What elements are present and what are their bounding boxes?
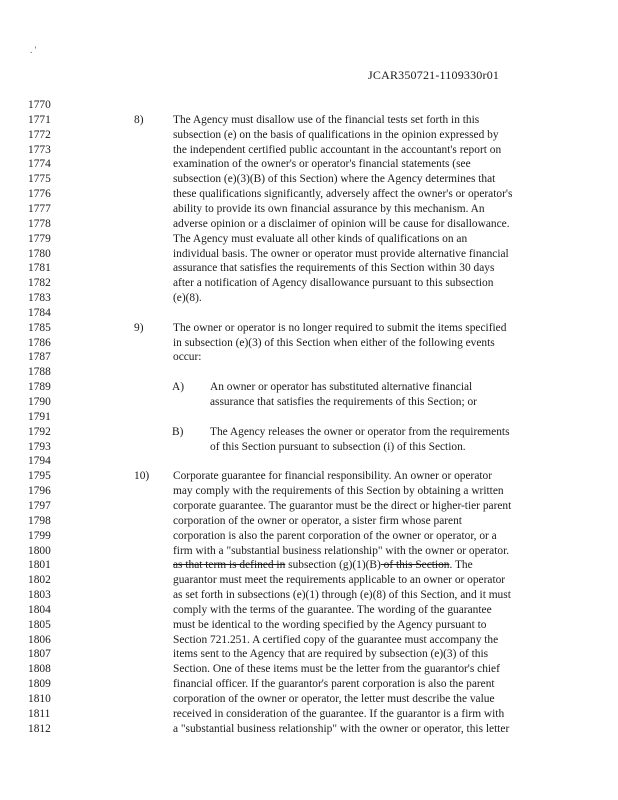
line-text: guarantor must meet the requirements applicable to an owner or operator [173, 574, 506, 587]
line-text: examination of the owner's or operator's financial statements (see [173, 158, 471, 171]
line-1779 [0, 232, 618, 246]
line-1804 [0, 603, 618, 617]
line-number: 1809 [28, 678, 51, 691]
line-text: The owner or operator is no longer required to submit the items specified [173, 321, 507, 334]
line-1809 [0, 677, 618, 691]
line-number: 1774 [28, 158, 51, 171]
line-1773 [0, 143, 618, 157]
inserted-text: subsection (g)(1)(B) [285, 559, 381, 572]
line-1806 [0, 633, 618, 647]
line-number: 1778 [28, 217, 51, 230]
line-text: a "substantial business relationship" with the owner or operator, this letter [173, 722, 510, 735]
struck-text: of this Section [380, 559, 450, 572]
line-number: 1793 [28, 440, 51, 453]
line-number: 1812 [28, 722, 51, 735]
line-text: after a notification of Agency disallowance pursuant to this subsection [173, 277, 494, 290]
line-text: in subsection (e)(3) of this Section when either of the following events [173, 336, 495, 349]
line-1799 [0, 529, 618, 543]
line-text: occur: [173, 351, 202, 364]
item-label: 9) [134, 321, 144, 334]
line-1771 [0, 113, 618, 127]
line-text: The Agency must disallow use of the financial tests set forth in this [173, 113, 480, 126]
line-number: 1807 [28, 648, 51, 661]
line-number: 1806 [28, 633, 51, 646]
line-number: 1802 [28, 574, 51, 587]
line-number: 1770 [28, 99, 51, 111]
line-text: corporation of the owner or operator, a sister firm whose parent [173, 514, 462, 527]
line-1780 [0, 247, 618, 261]
line-1807 [0, 647, 618, 661]
line-text: assurance that satisfies the requirements of this Section within 30 days [173, 262, 495, 275]
line-number: 1783 [28, 292, 51, 305]
line-text: these qualifications significantly, adversely affect the owner's or operator's [173, 188, 513, 201]
item-label: A) [172, 381, 185, 394]
line-1782 [0, 276, 618, 290]
line-1812 [0, 722, 618, 736]
line-number: 1790 [28, 396, 51, 408]
line-text: received in consideration of the guarantee. If the guarantor is a firm with [173, 707, 505, 720]
line-1776 [0, 187, 618, 201]
line-1800 [0, 544, 618, 558]
line-1778 [0, 217, 618, 231]
line-number: 1798 [28, 514, 51, 527]
line-number: 1776 [28, 188, 51, 201]
line-1788 [0, 365, 618, 379]
line-text: corporate guarantee. The guarantor must be the direct or higher-tier parent [173, 499, 512, 512]
line-1791 [0, 410, 618, 424]
line-text: An owner or operator has substituted alternative financial [210, 381, 473, 394]
line-text: subsection (e)(3)(B) of this Section) where the Agency determines that [173, 173, 496, 186]
line-number: 1799 [28, 529, 51, 542]
line-1774 [0, 157, 618, 171]
line-number: 1786 [28, 336, 51, 349]
line-text: ability to provide its own financial assurance by this mechanism. An [173, 202, 485, 215]
item-label: B) [172, 425, 184, 438]
line-text: Section 721.251. A certified copy of the guarantee must accompany the [173, 633, 499, 646]
line-number: 1782 [28, 277, 51, 290]
line-text: the independent certified public accountant in the accountant's report on [173, 143, 502, 156]
line-text: adverse opinion or a disclaimer of opinion will be cause for disallowance. [173, 217, 510, 230]
line-number: 1773 [28, 143, 51, 156]
struck-text: as that term is defined in [173, 559, 286, 572]
line-number: 1781 [28, 262, 51, 275]
line-number: 1797 [28, 499, 51, 512]
line-text: subsection (e) on the basis of qualifications in the opinion expressed by [173, 128, 499, 141]
line-text: Corporate guarantee for financial responsibility. An owner or operator [173, 470, 493, 483]
line-1798 [0, 514, 618, 528]
line-1785 [0, 321, 618, 335]
line-text: corporation is also the parent corporation of the owner or operator, or a [173, 529, 497, 542]
line-number: 1789 [28, 381, 51, 394]
line-1803 [0, 588, 618, 602]
line-1783 [0, 291, 618, 305]
item-label: 8) [134, 113, 144, 126]
line-number: 1803 [28, 589, 51, 602]
line-number: 1772 [28, 128, 51, 141]
line-text: assurance that satisfies the requirements of this Section; or [210, 396, 477, 408]
line-number: 1794 [28, 455, 51, 468]
line-text: as set forth in subsections (e)(1) through (e)(8) of this Section, and it must [173, 589, 511, 602]
line-text: items sent to the Agency that are required by subsection (e)(3) of this [173, 648, 489, 661]
line-number: 1791 [28, 410, 51, 423]
line-1775 [0, 172, 618, 186]
line-text: of this Section pursuant to subsection (i) of this Section. [210, 440, 466, 453]
line-1787 [0, 350, 618, 364]
line-1777 [0, 202, 618, 216]
line-1811 [0, 707, 618, 721]
line-number: 1800 [28, 544, 51, 557]
line-1810 [0, 692, 618, 706]
line-number: 1784 [28, 306, 51, 319]
inserted-text: . The [449, 559, 473, 572]
line-number: 1775 [28, 173, 51, 186]
line-number: 1777 [28, 202, 51, 215]
line-1797 [0, 499, 618, 513]
item-label: 10) [134, 470, 150, 483]
line-1793 [0, 440, 618, 454]
line-1789 [0, 380, 618, 394]
line-1802 [0, 573, 618, 587]
line-text: financial officer. If the guarantor's parent corporation is also the parent [173, 678, 495, 691]
line-number: 1804 [28, 603, 51, 616]
line-text [173, 558, 473, 572]
line-number: 1796 [28, 485, 51, 498]
line-1794 [0, 454, 618, 468]
line-text: comply with the terms of the guarantee. The wording of the guarantee [173, 603, 492, 616]
line-text: individual basis. The owner or operator must provide alternative financial [173, 247, 509, 260]
line-1805 [0, 618, 618, 632]
line-number: 1771 [28, 113, 51, 126]
corner-marks: . ' [30, 45, 37, 55]
line-number: 1792 [28, 425, 51, 438]
line-1786 [0, 336, 618, 350]
line-text: corporation of the owner or operator, the letter must describe the value [173, 693, 495, 705]
line-1796 [0, 484, 618, 498]
line-number: 1795 [28, 470, 51, 483]
line-text: The Agency must evaluate all other kinds of qualifications on an [173, 232, 468, 245]
line-text: Section. One of these items must be the letter from the guarantor's chief [173, 663, 500, 676]
line-1792 [0, 425, 618, 439]
line-number: 1788 [28, 366, 51, 379]
line-text: (e)(8). [173, 292, 202, 305]
line-number: 1808 [28, 663, 51, 676]
line-number: 1811 [28, 707, 51, 720]
line-1772 [0, 128, 618, 142]
line-text: The Agency releases the owner or operator from the requirements [210, 425, 510, 438]
line-number: 1810 [28, 693, 51, 705]
line-number: 1805 [28, 618, 51, 631]
line-1770 [0, 98, 618, 112]
line-number: 1780 [28, 247, 51, 260]
line-1790 [0, 395, 618, 409]
line-1784 [0, 306, 618, 320]
line-number: 1785 [28, 321, 51, 334]
line-number: 1779 [28, 232, 51, 245]
line-text: must be identical to the wording specified by the Agency pursuant to [173, 618, 487, 631]
line-1795 [0, 469, 618, 483]
line-1781 [0, 261, 618, 275]
line-number: 1801 [28, 559, 51, 572]
document-code: JCAR350721-1109330r01 [368, 68, 500, 82]
line-text: firm with a "substantial business relationship" with the owner or operator. [173, 544, 510, 557]
line-1808 [0, 662, 618, 676]
line-text: may comply with the requirements of this Section by obtaining a written [173, 485, 504, 498]
line-number: 1787 [28, 351, 51, 364]
line-1801 [0, 558, 618, 572]
